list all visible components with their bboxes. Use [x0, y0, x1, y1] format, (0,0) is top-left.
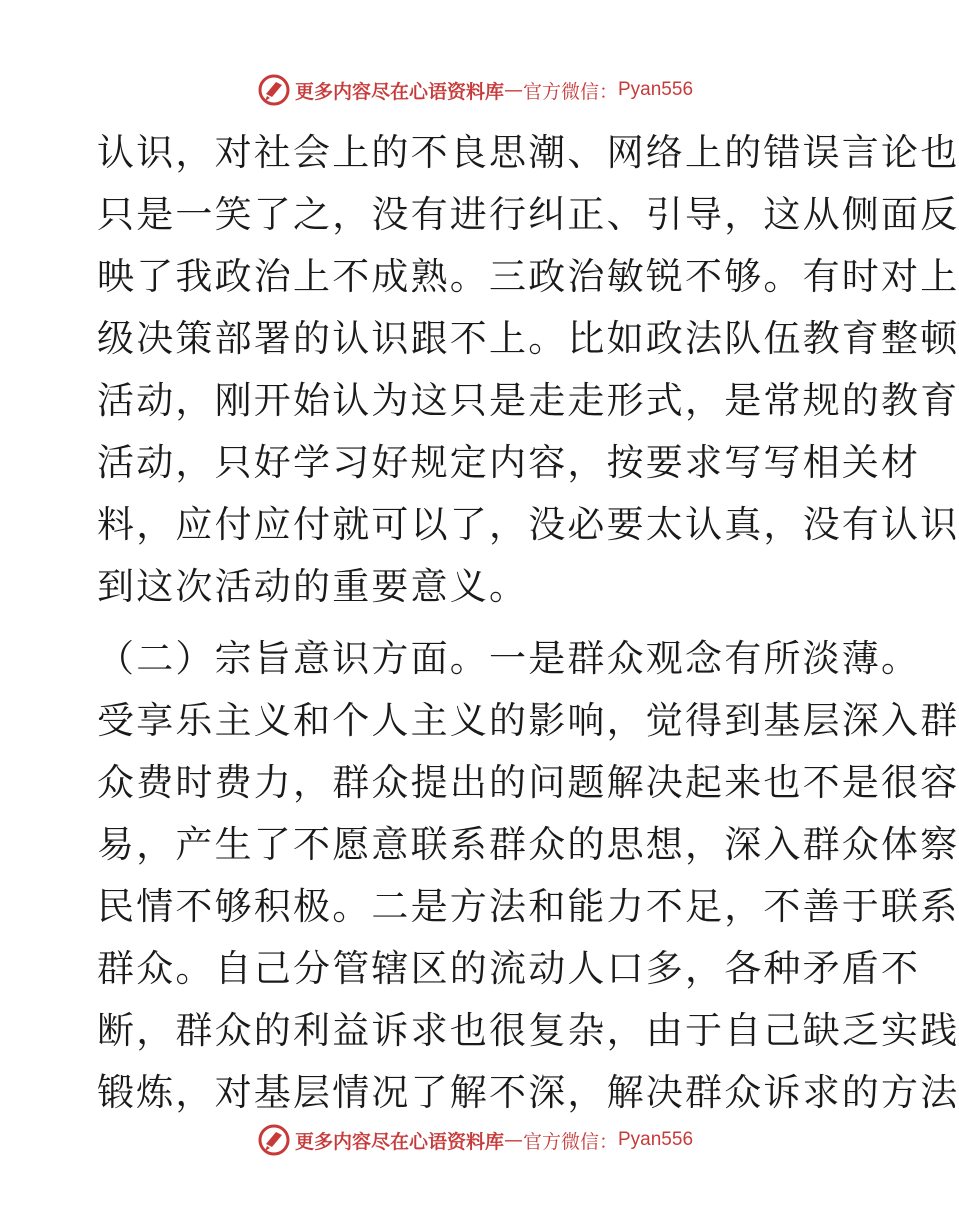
watermark-official-label: 官方微信：	[522, 80, 618, 103]
text-line: 易，产生了不愿意联系群众的思想，深入群众体察	[97, 823, 959, 866]
text-line: 料，应付应付就可以了，没必要太认真，没有认识	[97, 503, 959, 546]
text-line: 断，群众的利益诉求也很复杂，由于自己缺乏实践	[97, 1009, 959, 1052]
text-line: 到这次活动的重要意义。	[97, 565, 529, 608]
text-line: 民情不够积极。二是方法和能力不足，不善于联系	[97, 885, 959, 928]
watermark-account: Pyan556	[618, 79, 694, 100]
header-watermark	[0, 72, 950, 108]
watermark-account: Pyan556	[618, 1129, 694, 1150]
text-line: 级决策部署的认识跟不上。比如政法队伍教育整顿	[97, 317, 959, 360]
text-line: 锻炼，对基层情况了解不深，解决群众诉求的方法	[97, 1071, 959, 1114]
text-line: 映了我政治上不成熟。三政治敏锐不够。有时对上	[97, 255, 959, 298]
brand-logo-icon	[257, 73, 291, 107]
text-line: 受享乐主义和个人主义的影响，觉得到基层深入群	[97, 699, 959, 742]
text-line: 活动，刚开始认为这只是走走形式，是常规的教育	[97, 379, 959, 422]
document-body	[97, 122, 959, 1124]
text-line: 活动，只好学习好规定内容，按要求写写相关材	[97, 441, 921, 484]
watermark-separator: —	[503, 79, 523, 101]
section-heading-line: （二）宗旨意识方面。一是群众观念有所淡薄。	[97, 637, 921, 680]
watermark-separator: —	[503, 1129, 523, 1151]
text-line: 只是一笑了之，没有进行纠正、引导，这从侧面反	[97, 193, 959, 236]
text-line: 群众。自己分管辖区的流动人口多，各种矛盾不	[97, 947, 921, 990]
watermark-brand-text: 更多内容尽在心语资料库	[294, 1130, 504, 1153]
brand-logo-icon	[257, 1123, 291, 1157]
text-line: 认识，对社会上的不良思潮、网络上的错误言论也	[97, 131, 959, 174]
paragraph-gap	[97, 618, 857, 628]
watermark-brand-text: 更多内容尽在心语资料库	[294, 80, 504, 103]
footer-watermark	[0, 1122, 950, 1158]
watermark-official-label: 官方微信：	[522, 1130, 618, 1153]
text-line: 众费时费力，群众提出的问题解决起来也不是很容	[97, 761, 959, 804]
